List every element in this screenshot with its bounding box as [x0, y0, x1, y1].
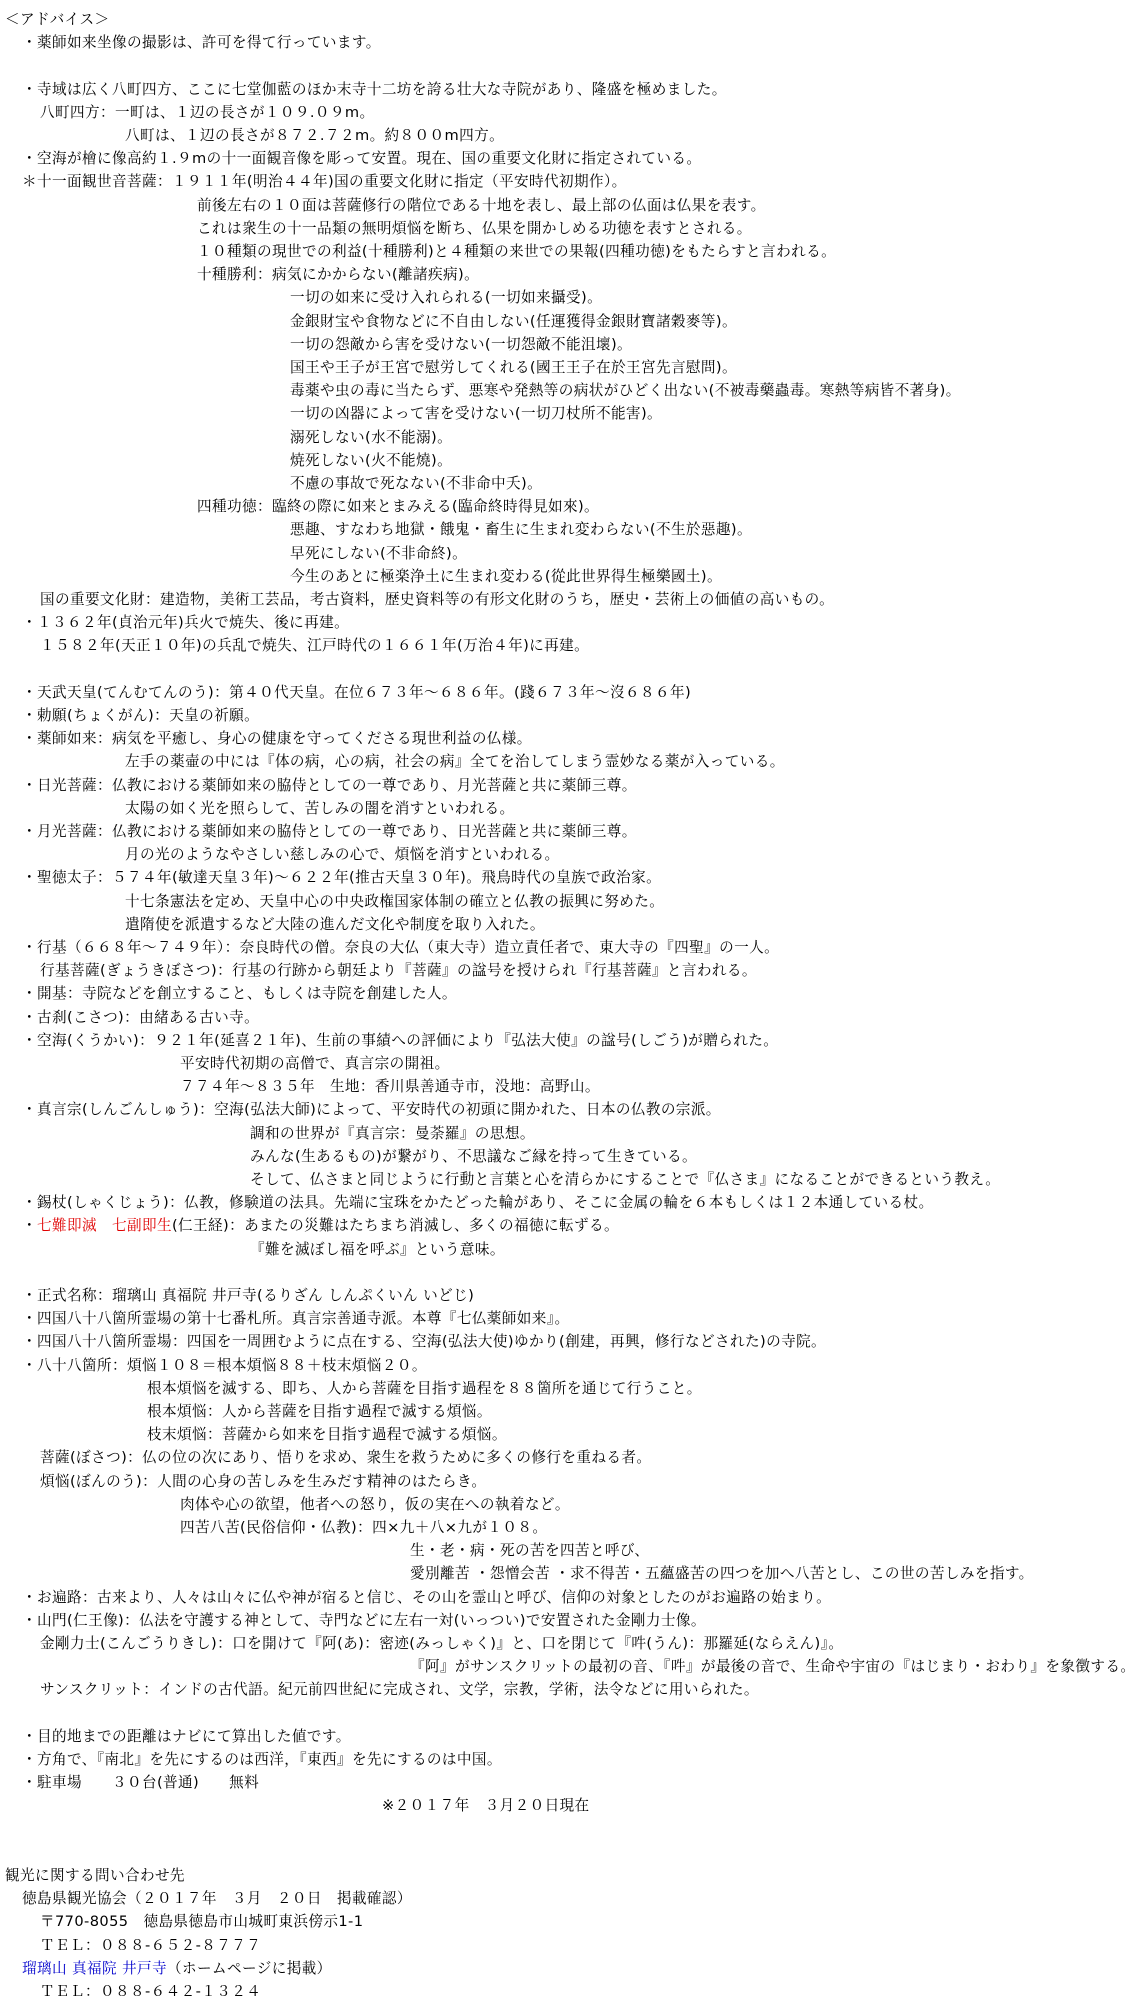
text-line [125, 913, 545, 936]
line-text: 調和の世界が『真言宗：曼荼羅』の思想。 [250, 1124, 535, 1142]
text-line [22, 1586, 831, 1609]
text-line [125, 124, 504, 147]
line-text: （ホームページに掲載） [167, 1959, 332, 1977]
line-text: ・真言宗(しんごんしゅう)：空海(弘法大師)によって、平安時代の初頭に開かれた、日本の仏教の宗派。 [22, 1101, 721, 1119]
line-text: ・寺域は広く八町四方、ここに七堂伽藍のほか末寺十二坊を誇る壮大な寺院があり、隆盛を極めました。 [22, 80, 727, 98]
line-text: 観光に関する問い合わせ先 [5, 1867, 185, 1884]
text-line [22, 704, 259, 727]
text-line [147, 1377, 702, 1400]
text-line [22, 1725, 351, 1748]
text-line [40, 1446, 651, 1469]
line-text: 十七条憲法を定め、天皇中心の中央政権国家体制の確立と仏教の振興に努めた。 [125, 892, 665, 910]
text-line [290, 333, 632, 356]
text-line [40, 1934, 261, 1957]
line-text: ・空海(くうかい)：９２１年(延喜２１年)、生前の事績への評価により『弘法大使』の諡号(しごう)が贈られた。 [22, 1031, 779, 1049]
line-text: ・空海が檜に像高約１.９mの十一面観音像を彫って安置。現在、国の重要文化財に指定されている。 [22, 150, 702, 168]
line-text: 前後左右の１０面は菩薩修行の階位である十地を表し、最上部の仏面は仏果を表す。 [197, 196, 766, 214]
text-line [290, 518, 752, 541]
bullet: ・ [22, 1217, 37, 1235]
line-text: 金剛力士(こんごうりきし)：口を開けて『阿(あ)：密迹(みっしゃく)』と、口を閉じて『吽(うん)：那羅延(ならえん)』。 [40, 1635, 844, 1652]
text-line [180, 1075, 600, 1098]
text-line [22, 1307, 569, 1330]
text-line [125, 750, 785, 773]
text-line [22, 681, 691, 704]
line-text: ＴＥＬ：０８８-６４２-１３２４ [40, 1983, 262, 2000]
text-line [22, 170, 627, 193]
text-line [22, 1284, 474, 1307]
line-text: ※２０１７年 ３月２０日現在 [382, 1797, 590, 1815]
text-line [22, 1748, 502, 1771]
line-text: ・１３６２年(貞治元年)兵火で焼失、後に再建。 [22, 614, 350, 632]
line-text: 悪趣、すなわち地獄・餓鬼・畜生に生まれ変わらない(不生於惡趣)。 [290, 521, 753, 539]
line-text: 遣隋使を派遣するなど大陸の進んだ文化や制度を取り入れた。 [125, 915, 545, 933]
text-line [22, 1354, 427, 1377]
line-text: 行基菩薩(ぎょうきぼさつ)：行基の行跡から朝廷より『菩薩』の諡号を授けられ『行基菩薩』と言われる。 [40, 962, 757, 980]
text-line [180, 1493, 570, 1516]
text-line [180, 1516, 547, 1539]
line-text: ・駐車場 ３０台(普通) 無料 [22, 1774, 260, 1792]
line-text: ・薬師如来：病気を平癒し、身心の健康を守ってくださる現世利益の仏様。 [22, 730, 532, 748]
line-text: ・天武天皇(てんむてんのう)：第４０代天皇。在位６７３年～６８６年。(踐６７３年～沒６８６年) [22, 683, 692, 701]
line-text: ７７４年～８３５年 生地：香川県善通寺市，没地：高野山。 [180, 1078, 600, 1096]
line-text: ・行基（６６８年～７４９年）：奈良時代の僧。奈良の大仏（東大寺）造立責任者で、東大寺の『四聖』の一人。 [22, 939, 780, 956]
line-text: 金銀財宝や食物などに不自由しない(任運獲得金銀財寶諸穀麥等)。 [290, 312, 738, 330]
line-text: ・四国八十八箇所霊場の第十七番札所。真言宗善通寺派。本尊『七仏薬師如来』。 [22, 1310, 570, 1328]
line-text: ＊十一面観世音菩薩：１９１１年(明治４４年)国の重要文化財に指定（平安時代初期作）。 [22, 173, 627, 191]
line-text: 菩薩(ぼさつ)：仏の位の次にあり、悟りを求め、衆生を救うために多くの修行を重ねる者。 [40, 1449, 652, 1467]
line-text: 平安時代初期の高僧で、真言宗の開祖。 [180, 1055, 450, 1072]
text-line [290, 426, 452, 449]
line-text: 根本煩悩：人から菩薩を目指す過程で滅する煩悩。 [147, 1403, 492, 1420]
text-line [22, 1006, 259, 1029]
text-line [290, 379, 961, 402]
line-text: 肉体や心の欲望，他者への怒り，仮の実在への執着など。 [180, 1495, 570, 1513]
text-line [290, 472, 542, 495]
line-text: ・八十八箇所：煩悩１０８＝根本煩悩８８＋枝末煩悩２０。 [22, 1356, 427, 1374]
line-text: 焼死しない(火不能燒)。 [290, 451, 453, 469]
text-line [5, 8, 110, 31]
line-text: 一切の如来に受け入れられる(一切如来攝受)。 [290, 289, 603, 307]
line-text: ・四国八十八箇所霊場：四国を一周囲むように点在する、空海(弘法大使)ゆかり(創建，再興，修行などされた)の寺院。 [22, 1333, 827, 1351]
text-line [22, 774, 637, 797]
text-line [40, 588, 834, 611]
temple-name-link[interactable]: 瑠璃山 真福院 井戸寺 [22, 1959, 168, 1977]
line-text: ・錫杖(しゃくじょう)：仏教，修験道の法具。先端に宝珠をかたどった輪があり、そこに金属の輪を６本もしくは１２本通している杖。 [22, 1194, 934, 1212]
text-line [40, 1910, 363, 1933]
text-line [125, 797, 515, 820]
line-text: みんな(生あるもの)が繋がり、不思議なご縁を持って生きている。 [250, 1147, 698, 1165]
text-line [290, 402, 662, 425]
line-text: ・方角で、『南北』を先にするのは西洋，『東西』を先にするのは中国。 [22, 1751, 502, 1768]
line-text: 太陽の如く光を照らして、苦しみの闇を消すといわれる。 [125, 799, 515, 817]
text-line [290, 565, 722, 588]
line-text: 枝末煩悩：菩薩から如来を目指す過程で滅する煩悩。 [147, 1426, 507, 1444]
text-line [125, 890, 664, 913]
text-line [125, 843, 560, 866]
line-text: ・開基：寺院などを創立すること、もしくは寺院を創建した人。 [22, 985, 457, 1003]
line-text: 四種功徳：臨終の際に如来とまみえる(臨命終時得見如來)。 [197, 498, 600, 516]
line-text: 『難を滅ぼし福を呼ぶ』という意味。 [250, 1240, 505, 1258]
line-text: ・勅願(ちょくがん)：天皇の祈願。 [22, 707, 260, 724]
text-line [197, 240, 836, 263]
text-line [5, 1864, 185, 1887]
text-line [40, 1980, 261, 2003]
text-line [22, 31, 381, 54]
text-line [410, 1655, 1135, 1678]
text-line [290, 286, 602, 309]
text-line [22, 1098, 721, 1121]
text-line [290, 542, 467, 565]
line-text: 溺死しない(水不能溺)。 [290, 428, 453, 446]
text-line [382, 1794, 590, 1817]
line-text: 一切の怨敵から害を受けない(一切怨敵不能沮壞)。 [290, 335, 633, 353]
text-line [250, 1238, 505, 1261]
line-text: 不慮の事故で死なない(不非命中夭)。 [290, 475, 543, 492]
line-text: 根本煩悩を滅する、即ち、人から菩薩を目指す過程を８８箇所を通じて行うこと。 [147, 1379, 702, 1397]
text-line [22, 1957, 332, 1980]
line-text: 早死にしない(不非命終)。 [290, 544, 468, 562]
text-line [410, 1539, 649, 1562]
text-line [40, 1678, 759, 1701]
line-text: 月の光のようなやさしい慈しみの心で、煩悩を消すといわれる。 [125, 846, 560, 864]
line-text: ・お遍路：古来より、人々は山々に仏や神が宿ると信じ、その山を霊山と呼び、信仰の対象としたのがお遍路の始まり。 [22, 1588, 832, 1606]
text-line [410, 1562, 1034, 1585]
line-text: これは衆生の十一品類の無明煩悩を断ち、仏果を開かしめる功徳を表すとされる。 [197, 219, 752, 237]
line-text: 一切の凶器によって害を受けない(一切刀杖所不能害)。 [290, 405, 663, 423]
text-line [147, 1423, 507, 1446]
line-text: 生・老・病・死の苦を四苦と呼び、 [410, 1542, 650, 1560]
line-text: 毒薬や虫の毒に当たらず、悪寒や発熱等の病状がひどく出ない(不被毒藥蟲毒。寒熱等病皆不著身)。 [290, 382, 961, 400]
line-text: 八町は、１辺の長さが８７２.７２m。約８００m四方。 [125, 127, 505, 144]
line-text: ・聖徳太子：５７４年(敏達天皇３年)～６２２年(推古天皇３０年)。飛鳥時代の皇族で政治家。 [22, 869, 662, 887]
text-line [22, 1214, 619, 1237]
line-text: ・月光菩薩：仏教における薬師如来の脇侍としての一尊であり、日光菩薩と共に薬師三尊。 [22, 823, 637, 840]
line-text: ・目的地までの距離はナビにて算出した値です。 [22, 1727, 351, 1745]
line-text: ＴＥＬ：０８８-６５２-８７７７ [40, 1936, 262, 1954]
text-line [22, 1191, 934, 1214]
text-line [22, 1887, 412, 1910]
line-text: (仁王経)：あまたの災難はたちまち消滅し、多くの福徳に転ずる。 [171, 1217, 619, 1235]
text-line [250, 1168, 1000, 1191]
text-line [197, 194, 766, 217]
line-text: 徳島県観光協会（２０１７年 ３月 ２０日 掲載確認） [22, 1890, 412, 1908]
line-text: ・古刹(こさつ)：由緒ある古い寺。 [22, 1008, 260, 1026]
text-line [22, 936, 779, 959]
text-line [290, 449, 452, 472]
text-line [147, 1400, 492, 1423]
line-text: 愛別離苦 ・怨憎会苦 ・求不得苦・五蘊盛苦の四つを加へ八苦とし、この世の苦しみを指す。 [410, 1565, 1034, 1583]
text-line [290, 356, 737, 379]
text-line [22, 147, 701, 170]
line-text: １０種類の現世での利益(十種勝利)と４種類の来世での果報(四種功徳)をもたらすと言われる。 [197, 243, 837, 260]
text-line [22, 820, 637, 843]
line-text: サンスクリット：インドの古代語。紀元前四世紀に完成され、文学，宗教，学術，法令などに用いられた。 [40, 1681, 759, 1699]
line-text: 〒770-8055 徳島県徳島市山城町東浜傍示1-1 [40, 1913, 364, 1931]
line-text: 十種勝利：病気にかからない(離諸疾病)。 [197, 266, 480, 284]
highlighted-term: 七難即滅 七副即生 [37, 1217, 172, 1235]
text-line [197, 263, 479, 286]
text-line [22, 727, 532, 750]
text-line [22, 1609, 706, 1632]
line-text: ・正式名称：瑠璃山 真福院 井戸寺(るりざん しんぷくいん いどじ) [22, 1287, 475, 1304]
line-text: 今生のあとに極楽浄土に生まれ変わる(從此世界得生極樂國土)。 [290, 567, 723, 585]
line-text: そして、仏さまと同じように行動と言葉と心を清らかにすることで『仏さま』になることができるという教え。 [250, 1171, 1001, 1188]
text-line [250, 1122, 535, 1145]
line-text: 『阿』がサンスクリットの最初の音、『吽』が最後の音で、生命や宇宙の『はじまり・おわり』を象徴する。 [410, 1658, 1136, 1676]
text-line [22, 1029, 778, 1052]
text-line [40, 101, 375, 124]
text-line [290, 310, 737, 333]
text-line [40, 634, 589, 657]
text-line [197, 217, 752, 240]
text-line [22, 1771, 259, 1794]
text-line [40, 1632, 843, 1655]
text-line [22, 611, 349, 634]
line-text: ・山門(仁王像)：仏法を守護する神として、寺門などに左右一対(いっつい)で安置された金剛力士像。 [22, 1611, 706, 1629]
text-line [22, 866, 661, 889]
text-line [180, 1052, 450, 1075]
line-text: ・薬師如来坐像の撮影は、許可を得て行っています。 [22, 34, 381, 52]
text-line [22, 982, 457, 1005]
text-line [40, 959, 757, 982]
text-line [197, 495, 599, 518]
text-line [250, 1145, 697, 1168]
line-text: 四苦八苦(民俗信仰・仏教)：四×九＋八×九が１０８。 [180, 1519, 548, 1536]
line-text: １５８２年(天正１０年)の兵乱で焼失、江戸時代の１６６１年(万治４年)に再建。 [40, 637, 590, 655]
line-text: 煩悩(ぼんのう)：人間の心身の苦しみを生みだす精神のはたらき。 [40, 1472, 487, 1490]
text-line [22, 1330, 826, 1353]
line-text: ＜アドバイス＞ [5, 11, 110, 28]
line-text: 左手の薬壷の中には『体の病，心の病，社会の病』全てを治してしまう霊妙なる薬が入っている。 [125, 753, 785, 771]
text-line [40, 1470, 486, 1493]
line-text: 八町四方：一町は、１辺の長さが１０９.０９m。 [40, 103, 375, 121]
text-line [22, 78, 727, 101]
line-text: ・日光菩薩：仏教における薬師如来の脇侍としての一尊であり、月光菩薩と共に薬師三尊。 [22, 776, 637, 794]
line-text: 国王や王子が王宮で慰労してくれる(國王王子在於王宮先言慰問)。 [290, 359, 738, 376]
line-text: 国の重要文化財：建造物，美術工芸品，考古資料，歴史資料等の有形文化財のうち，歴史・芸術上の価値の高いもの。 [40, 591, 835, 608]
